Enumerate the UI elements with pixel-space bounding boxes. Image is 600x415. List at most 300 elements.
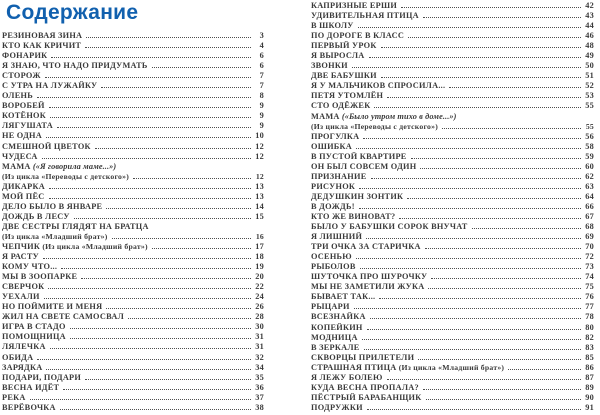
page-number: 12	[255, 141, 264, 151]
page-number: 78	[585, 312, 594, 322]
dot-leader	[387, 97, 581, 98]
toc-entry-title: МОДНИЦА	[311, 332, 358, 342]
page-number: 85	[585, 352, 594, 362]
toc-entry	[2, 373, 264, 383]
toc-entry	[311, 363, 594, 373]
dot-leader	[46, 137, 251, 138]
dot-leader	[128, 318, 251, 319]
page-number: 10	[255, 131, 264, 141]
toc-entry-title: ИГРА В СТАДО	[2, 322, 66, 332]
page-number: 63	[585, 181, 594, 191]
page-number: 17	[255, 241, 264, 251]
page-number: 49	[585, 51, 594, 61]
toc-entry	[2, 212, 264, 222]
toc-entry-title: ПОДАРИ, ПОДАРИ	[2, 372, 82, 382]
page-number: 68	[585, 222, 594, 232]
dot-leader	[50, 348, 251, 349]
page-number: 44	[585, 21, 594, 31]
page-number: 48	[585, 41, 594, 51]
page-number: 30	[255, 322, 264, 332]
toc-entry	[311, 192, 594, 202]
toc-entry-title: УЕХАЛИ	[2, 292, 40, 302]
dot-leader	[426, 399, 581, 400]
page-number: 50	[585, 61, 594, 71]
dot-leader	[381, 77, 581, 78]
page-number: 75	[585, 282, 594, 292]
dot-leader	[70, 328, 251, 329]
dot-leader	[152, 67, 251, 68]
toc-entry	[311, 353, 594, 363]
dot-leader	[112, 238, 251, 239]
toc-entry	[311, 182, 594, 192]
toc-entry-title: РИСУНОК	[311, 181, 356, 191]
toc-entry-title: ДЕДУШКИН ЗОНТИК	[311, 191, 404, 201]
dot-leader	[51, 57, 251, 58]
page-number: 83	[585, 342, 594, 352]
toc-entry	[311, 373, 594, 383]
toc-entry-title: ОЛЕНЬ	[2, 91, 33, 101]
toc-entry	[2, 182, 264, 192]
dot-leader	[423, 17, 581, 18]
toc-entry-title: С УТРА НА ЛУЖАЙКУ	[2, 81, 98, 91]
toc-entry	[2, 142, 264, 152]
toc-entry	[311, 272, 594, 282]
toc-entry-title: ОСЕНЬЮ	[311, 252, 352, 262]
dot-leader	[387, 379, 581, 380]
toc-entry-title: В ПУСТОЙ КВАРТИРЕ	[311, 151, 407, 161]
toc-entry-title: КТО ЖЕ ВИНОВАТ?	[311, 211, 396, 221]
page-number: 72	[585, 252, 594, 262]
page-number: 51	[585, 71, 594, 81]
dot-leader	[401, 7, 581, 8]
dot-leader	[379, 298, 581, 299]
toc-entry	[2, 242, 264, 252]
dot-leader	[74, 218, 251, 219]
page-number: 8	[259, 91, 264, 101]
dot-leader	[366, 238, 581, 239]
toc-entry	[311, 11, 594, 21]
toc-entry-title: ЗВОНКИ	[311, 61, 348, 71]
toc-entry	[2, 131, 264, 141]
toc-entry	[2, 292, 264, 302]
toc-entry	[2, 322, 264, 332]
dot-leader	[45, 77, 251, 78]
toc-entry	[311, 122, 594, 132]
toc-entry-title: СКВОРЦЫ ПРИЛЕТЕЛИ	[311, 352, 415, 362]
page-number: 76	[585, 292, 594, 302]
toc-entry-title: УДИВИТЕЛЬНАЯ ПТИЦА	[311, 11, 419, 21]
dot-leader	[63, 389, 251, 390]
toc-entry	[2, 71, 264, 81]
dot-leader	[49, 107, 251, 108]
page-number: 36	[255, 382, 264, 392]
page-number: 28	[255, 312, 264, 322]
dot-leader	[381, 47, 581, 48]
toc-entry-title: БЫЛО У БАБУШКИ СОРОК ВНУЧАТ	[311, 222, 468, 232]
toc-entry-title: ОН БЫЛ СОВСЕМ ОДИН	[311, 161, 417, 171]
toc-entry	[311, 21, 594, 31]
toc-entry-title: ПОМОЩНИЦА	[2, 332, 66, 342]
page-number: 70	[585, 242, 594, 252]
page-number: 58	[585, 141, 594, 151]
toc-entry-title: (Из цикла «Младший брат»)	[2, 231, 108, 241]
page-number: 60	[585, 161, 594, 171]
page-number: 16	[255, 231, 264, 241]
page-number: 46	[585, 31, 594, 41]
dot-leader	[42, 158, 251, 159]
toc-entry	[2, 202, 264, 212]
dot-leader	[356, 148, 581, 149]
dot-leader	[359, 188, 581, 189]
toc-entry-title: НЕ ОДНА	[2, 131, 43, 141]
dot-leader	[44, 298, 251, 299]
page-number: 56	[585, 131, 594, 141]
dot-leader	[70, 338, 251, 339]
toc-entry-title: СМЕШНОЙ ЦВЕТОК	[2, 141, 91, 151]
dot-leader	[37, 97, 251, 98]
page-title: Содержание	[6, 1, 139, 24]
toc-entry	[311, 383, 594, 393]
toc-entry	[2, 61, 264, 71]
toc-entry	[2, 312, 264, 322]
toc-entry	[311, 403, 594, 413]
toc-entry	[2, 172, 264, 182]
toc-entry-title: ДВЕ СЕСТРЫ ГЛЯДЯТ НА БРАТЦА	[2, 221, 149, 231]
dot-leader	[420, 168, 581, 169]
toc-entry	[2, 222, 264, 232]
toc-entry	[311, 282, 594, 292]
dot-leader	[46, 369, 251, 370]
page-number: 15	[255, 211, 264, 221]
toc-entry-title: МЫ НЕ ЗАМЕТИЛИ ЖУКА	[311, 282, 425, 292]
toc-entry	[2, 383, 264, 393]
toc-entry-title: НО ПОЙМИТЕ И МЕНЯ	[2, 302, 103, 312]
toc-entry	[311, 61, 594, 71]
toc-entry-title: РЫБОЛОВ	[311, 262, 356, 272]
toc-entry-title: ПЕТЯ УТОМЛЁН	[311, 91, 384, 101]
dot-leader	[442, 128, 581, 129]
toc-entry	[2, 403, 264, 413]
dot-leader	[411, 158, 581, 159]
toc-entry-title: РЫЦАРИ	[311, 302, 350, 312]
toc-entry-title: ВЕРЁВОЧКА	[2, 402, 56, 412]
toc-entry	[2, 332, 264, 342]
page-number: 55	[585, 101, 594, 111]
dot-leader	[60, 409, 251, 410]
toc-entry-title: ОБИДА	[2, 352, 34, 362]
toc-entry	[311, 343, 594, 353]
toc-entry-title: ЗАРЯДКА	[2, 362, 43, 372]
toc-entry	[311, 312, 594, 322]
toc-entry-italic-note: («Было утром тихо в доме...»)	[339, 111, 457, 121]
page-number: 3	[259, 31, 264, 40]
toc-entry	[311, 202, 594, 212]
dot-leader	[425, 248, 581, 249]
toc-entry-title: ШУТОЧКА ПРО ШУРОЧКУ	[311, 272, 428, 282]
toc-entry	[2, 282, 264, 292]
dot-leader	[86, 37, 251, 38]
page-number: 87	[585, 372, 594, 382]
dot-leader	[49, 198, 251, 199]
dot-leader	[508, 369, 581, 370]
toc-column-right	[311, 1, 594, 413]
dot-leader	[374, 107, 581, 108]
page-number: 12	[255, 151, 264, 161]
dot-leader	[95, 148, 251, 149]
page-number: 82	[585, 332, 594, 342]
toc-entry-title: КОТЁНОК	[2, 111, 47, 121]
page-number: 69	[585, 232, 594, 242]
toc-entry	[311, 51, 594, 61]
toc-entry	[2, 91, 264, 101]
dot-leader	[50, 117, 251, 118]
page-number: 9	[259, 121, 264, 131]
toc-entry-title: Я ЛЕЖУ БОЛЕЮ	[311, 372, 383, 382]
page-number: 89	[585, 382, 594, 392]
page-number: 19	[255, 262, 264, 272]
toc-entry	[2, 101, 264, 111]
toc-entry	[311, 172, 594, 182]
toc-entry	[311, 242, 594, 252]
toc-entry-title: В ДОЖДЬ!	[311, 201, 355, 211]
page-number: 90	[585, 392, 594, 402]
dot-leader	[363, 138, 581, 139]
toc-entry-title: ВЕСНА ИДЁТ	[2, 382, 60, 392]
page-number: 66	[585, 201, 594, 211]
page-number: 67	[585, 211, 594, 221]
dot-leader	[85, 379, 251, 380]
toc-entry	[311, 212, 594, 222]
page-number: 7	[259, 71, 264, 81]
page-number: 91	[585, 402, 594, 412]
page-number: 77	[585, 302, 594, 312]
toc-entry	[311, 31, 594, 41]
toc-entry	[2, 192, 264, 202]
toc-entry-title: В ШКОЛУ	[311, 21, 354, 31]
page-number: 52	[585, 81, 594, 91]
dot-leader	[354, 308, 581, 309]
dot-leader	[362, 339, 581, 340]
dot-leader	[370, 318, 581, 319]
dot-leader	[449, 87, 581, 88]
page-number: 37	[255, 392, 264, 402]
toc-entry	[2, 51, 264, 61]
toc-entry-title: РЕЗИНОВАЯ ЗИНА	[2, 31, 83, 40]
toc-entry	[2, 302, 264, 312]
page-number: 59	[585, 151, 594, 161]
page-number: 26	[255, 302, 264, 312]
toc-entry	[311, 112, 594, 122]
toc-entry	[311, 41, 594, 51]
page-number: 13	[255, 191, 264, 201]
toc-entry	[2, 262, 264, 272]
toc-entry-title: ВОРОБЕЙ	[2, 101, 45, 111]
page-number: 12	[255, 171, 264, 181]
page-number: 6	[259, 61, 264, 71]
toc-entry	[311, 142, 594, 152]
dot-leader	[367, 329, 581, 330]
toc-entry-title: ТРИ ОЧКА ЗА СТАРИЧКА	[311, 242, 421, 252]
toc-entry-title: МАМА («Было утром тихо в доме...»)	[311, 111, 457, 121]
toc-entry-title: МАМА («Я говорила маме...»)	[2, 161, 117, 171]
toc-entry-title: ЛЯГУШАТА	[2, 121, 54, 131]
page-number: 42	[585, 1, 594, 10]
page-number: 53	[585, 91, 594, 101]
dot-leader	[30, 399, 251, 400]
toc-entry-title: КУДА ВЕСНА ПРОПАЛА?	[311, 382, 419, 392]
toc-entry	[2, 232, 264, 242]
toc-entry-title: СТРАШНАЯ ПТИЦА (Из цикла «Младший брат»)	[311, 362, 505, 372]
toc-entry-italic-note: («Я говорила маме...»)	[30, 161, 117, 171]
dot-leader	[106, 208, 251, 209]
page-number: 43	[585, 11, 594, 21]
toc-entry	[311, 393, 594, 403]
toc-entry	[2, 393, 264, 403]
toc-entry-title: Я ЛИШНИЙ	[311, 232, 363, 242]
toc-entry-title: КТО КАК КРИЧИТ	[2, 41, 82, 51]
page-number: 86	[585, 362, 594, 372]
dot-leader	[407, 198, 581, 199]
toc-entry	[311, 1, 594, 11]
toc-entry-title: ПО ДОРОГЕ В КЛАСС	[311, 31, 405, 41]
toc-entry-title: ЧУДЕСА	[2, 151, 38, 161]
toc-entry	[2, 162, 264, 172]
toc-entry-title: ПРОГУЛКА	[311, 131, 360, 141]
dot-leader	[81, 278, 251, 279]
page-number: 55	[585, 121, 594, 131]
dot-leader	[85, 47, 251, 48]
dot-leader	[359, 208, 581, 209]
toc-entry	[2, 111, 264, 121]
toc-entry	[2, 363, 264, 373]
toc-entry	[2, 252, 264, 262]
toc-entry	[311, 333, 594, 343]
toc-entry	[311, 101, 594, 111]
page-number: 31	[255, 342, 264, 352]
toc-entry-title: ПЕРВЫЙ УРОК	[311, 41, 377, 51]
page-number: 20	[255, 272, 264, 282]
toc-entry	[311, 252, 594, 262]
page-number: 24	[255, 292, 264, 302]
toc-entry	[311, 162, 594, 172]
page-number: 9	[259, 101, 264, 111]
page-number: 31	[255, 332, 264, 342]
toc-entry-title: ФОНАРИК	[2, 51, 48, 61]
toc-entry-title: СТОРОЖ	[2, 71, 41, 81]
toc-entry-title: ПРИЗНАНИЕ	[311, 171, 367, 181]
toc-entry	[2, 81, 264, 91]
toc-entry	[311, 232, 594, 242]
toc-entry-title: КАПРИЗНЫЕ ЕРШИ	[311, 1, 398, 10]
toc-entry-title: Я ВЫРОСЛА	[311, 51, 365, 61]
toc-entry	[2, 152, 264, 162]
page-number: 32	[255, 352, 264, 362]
dot-leader	[367, 409, 581, 410]
toc-entry-title: ВСЕЗНАЙКА	[311, 312, 366, 322]
toc-entry-title: ДОЖДЬ В ЛЕСУ	[2, 211, 70, 221]
dot-leader	[472, 228, 581, 229]
toc-entry	[311, 222, 594, 232]
toc-entry-title: МОЙ ПЁС	[2, 191, 45, 201]
dot-leader	[152, 248, 251, 249]
toc-entry	[2, 353, 264, 363]
dot-leader	[360, 268, 581, 269]
dot-leader	[352, 67, 581, 68]
dot-leader	[48, 288, 251, 289]
toc-entry-title: ОШИБКА	[311, 141, 353, 151]
toc-entry	[311, 81, 594, 91]
page-number: 7	[259, 81, 264, 91]
toc-entry-title: КОПЕЙКИН	[311, 322, 363, 332]
page-number: 13	[255, 181, 264, 191]
toc-entry-cycle-note: (Из цикла «Младший брат»)	[396, 362, 505, 372]
dot-leader	[423, 389, 581, 390]
dot-leader	[364, 349, 581, 350]
toc-entry-title: Я У МАЛЬЧИКОВ СПРОСИЛА...	[311, 81, 446, 91]
page-number: 34	[255, 362, 264, 372]
toc-column-left	[2, 31, 264, 413]
toc-entry	[311, 262, 594, 272]
toc-entry	[2, 342, 264, 352]
toc-entry-title: СТО ОДЁЖЕК	[311, 101, 371, 111]
toc-entry	[311, 91, 594, 101]
page-number: 74	[585, 272, 594, 282]
page-number: 18	[255, 252, 264, 262]
toc-entry-title: ЛЯЛЕЧКА	[2, 342, 46, 352]
page-number: 14	[255, 201, 264, 211]
toc-entry-title: Я ЗНАЮ, ЧТО НАДО ПРИДУМАТЬ	[2, 61, 148, 71]
toc-entry	[2, 121, 264, 131]
dot-leader	[369, 57, 581, 58]
toc-entry-title: В ЗЕРКАЛЕ	[311, 342, 360, 352]
toc-entry-title: Я РАСТУ	[2, 252, 40, 262]
toc-entry	[311, 292, 594, 302]
toc-entry-title: (Из цикла «Переводы с детского»)	[2, 171, 130, 181]
toc-entry-title: ДИКАРКА	[2, 181, 45, 191]
dot-leader	[57, 127, 251, 128]
dot-leader	[428, 288, 581, 289]
page-number: 62	[585, 171, 594, 181]
page-number: 73	[585, 262, 594, 272]
dot-leader	[356, 258, 581, 259]
page-number: 4	[259, 41, 264, 51]
toc-entry	[2, 272, 264, 282]
dot-leader	[399, 218, 581, 219]
toc-entry-title: СВЕРЧОК	[2, 282, 45, 292]
page-number: 22	[255, 282, 264, 292]
toc-entry-title: МЫ В ЗООПАРКЕ	[2, 272, 78, 282]
toc-entry-title: (Из цикла «Переводы с детского»)	[311, 121, 439, 131]
toc-entry	[311, 302, 594, 312]
dot-leader	[358, 27, 581, 28]
toc-entry-title: ЖИЛ НА СВЕТЕ САМОСВАЛ	[2, 312, 125, 322]
toc-entry	[311, 152, 594, 162]
page-number: 9	[259, 111, 264, 121]
page-number: 6	[259, 51, 264, 61]
page-number: 64	[585, 191, 594, 201]
dot-leader	[106, 308, 251, 309]
dot-leader	[418, 359, 581, 360]
toc-entry	[311, 323, 594, 333]
dot-leader	[61, 268, 251, 269]
page-number: 35	[255, 372, 264, 382]
toc-entry-title: ПОДРУЖКИ	[311, 402, 363, 412]
dot-leader	[49, 188, 251, 189]
dot-leader	[43, 258, 251, 259]
dot-leader	[133, 178, 251, 179]
toc-entry-cycle-note: (Из цикла «Младший брат»)	[40, 241, 148, 251]
dot-leader	[101, 87, 251, 88]
